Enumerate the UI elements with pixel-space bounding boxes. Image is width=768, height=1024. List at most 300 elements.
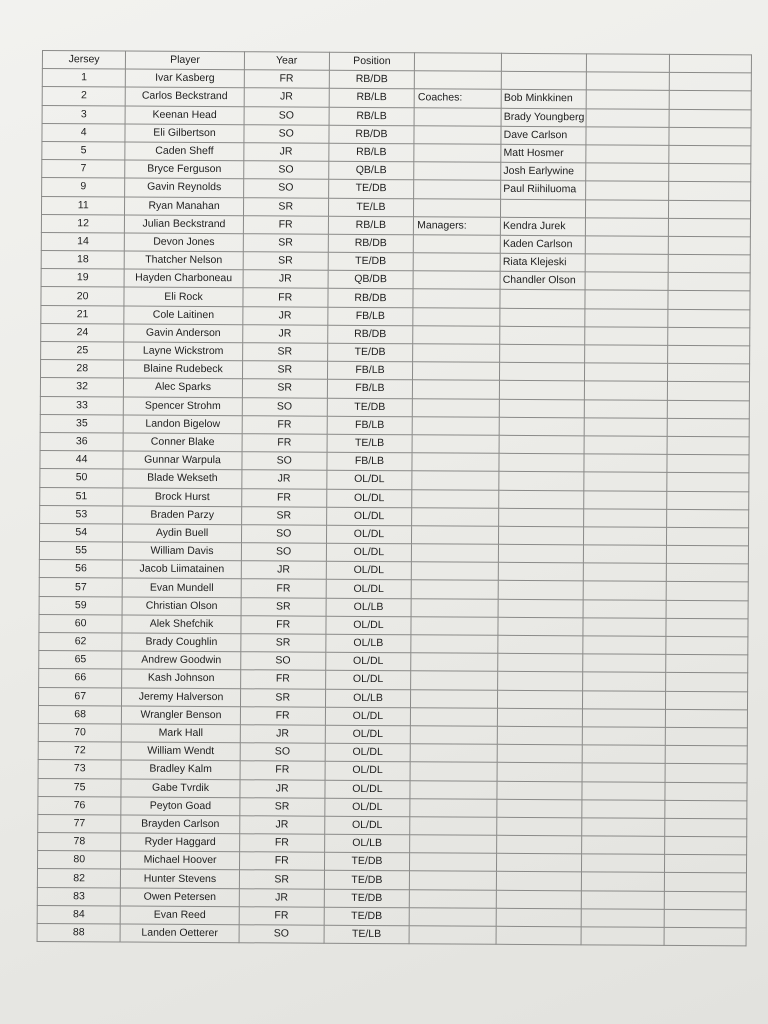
jersey-cell: 11 [41, 196, 124, 215]
empty-cell [586, 145, 669, 164]
empty-cell [581, 927, 664, 946]
player-cell: Blaine Rudebeck [124, 360, 242, 379]
player-cell: Brady Coughlin [122, 633, 240, 652]
empty-cell [581, 872, 664, 891]
empty-cell [581, 890, 664, 909]
empty-cell [499, 472, 584, 491]
empty-cell [500, 381, 585, 400]
player-cell: Brock Hurst [123, 488, 241, 507]
jersey-cell: 70 [38, 723, 121, 742]
empty-cell [412, 471, 499, 490]
empty-cell [666, 564, 749, 583]
empty-cell [584, 436, 667, 455]
player-cell: Julian Beckstrand [125, 215, 243, 234]
empty-cell [664, 782, 747, 801]
year-cell: SO [241, 543, 326, 562]
jersey-cell: 84 [37, 905, 120, 924]
empty-cell [413, 344, 500, 363]
player-cell: Carlos Beckstrand [126, 87, 244, 106]
position-cell: FB/LB [328, 307, 414, 326]
empty-cell [499, 453, 584, 472]
empty-cell [413, 271, 500, 290]
empty-cell [582, 818, 665, 837]
empty-cell [665, 764, 748, 783]
player-cell: William Davis [123, 542, 241, 561]
year-cell: JR [243, 306, 328, 325]
empty-cell [667, 291, 750, 310]
empty-cell [498, 690, 583, 709]
player-cell: Gavin Reynolds [125, 178, 243, 197]
empty-cell [500, 290, 585, 309]
player-cell: Mark Hall [122, 724, 240, 743]
empty-cell [664, 873, 747, 892]
year-cell: SO [240, 652, 325, 671]
empty-cell [669, 73, 752, 92]
position-cell: OL/DL [325, 671, 411, 690]
position-cell: FB/LB [327, 452, 413, 471]
year-cell: JR [239, 888, 324, 907]
position-cell: RB/LB [329, 89, 415, 108]
empty-cell [584, 527, 667, 546]
position-cell: OL/DL [325, 707, 411, 726]
empty-cell [584, 454, 667, 473]
empty-cell [665, 709, 748, 728]
year-cell: SO [244, 106, 329, 125]
jersey-cell: 14 [41, 232, 124, 251]
position-cell: OL/LB [324, 834, 410, 853]
jersey-cell: 50 [40, 469, 123, 488]
empty-cell [499, 435, 584, 454]
empty-cell [668, 200, 751, 219]
jersey-cell: 5 [42, 141, 125, 160]
empty-cell [498, 581, 583, 600]
coach-name: Paul Riihiluoma [501, 181, 586, 200]
player-cell: Ryder Haggard [121, 833, 239, 852]
position-cell: RB/LB [329, 143, 415, 162]
empty-cell [412, 453, 499, 472]
position-cell: OL/DL [324, 816, 410, 835]
player-cell: Bradley Kalm [121, 760, 239, 779]
year-cell: SR [241, 634, 326, 653]
year-cell: JR [241, 561, 326, 580]
year-cell: FR [239, 907, 324, 926]
coaches-label: Coaches: [414, 89, 501, 108]
year-cell: SR [240, 797, 325, 816]
empty-cell [501, 199, 586, 218]
player-cell: Christian Olson [122, 597, 240, 616]
jersey-cell: 24 [41, 323, 124, 342]
year-cell: SO [244, 124, 329, 143]
empty-cell [585, 254, 668, 273]
empty-cell [414, 107, 501, 126]
empty-cell [585, 272, 668, 291]
year-cell: SR [242, 343, 327, 362]
empty-cell [584, 399, 667, 418]
empty-cell [664, 818, 747, 837]
player-cell: Aydin Buell [123, 524, 241, 543]
position-cell: OL/DL [326, 525, 412, 544]
jersey-cell: 18 [41, 251, 124, 270]
header-year: Year [244, 52, 329, 71]
position-cell: OL/LB [326, 598, 412, 617]
empty-cell [411, 653, 498, 672]
jersey-cell: 12 [41, 214, 124, 233]
jersey-cell: 51 [40, 487, 123, 506]
empty-cell [498, 635, 583, 654]
empty-cell [497, 872, 582, 891]
position-cell: RB/DB [327, 325, 413, 344]
header-jersey: Jersey [42, 51, 125, 70]
player-cell: Bryce Ferguson [125, 160, 243, 179]
year-cell: JR [242, 325, 327, 344]
empty-cell [410, 726, 497, 745]
empty-cell [664, 909, 747, 928]
position-cell: TE/LB [328, 198, 414, 217]
empty-cell [667, 418, 750, 437]
empty-cell [502, 53, 587, 72]
position-cell: OL/DL [326, 489, 412, 508]
empty-cell [500, 344, 585, 363]
position-cell: TE/LB [327, 434, 413, 453]
empty-cell [501, 71, 586, 90]
player-cell: Michael Hoover [121, 851, 239, 870]
empty-cell [410, 744, 497, 763]
position-cell: OL/DL [325, 725, 411, 744]
year-cell: FR [241, 488, 326, 507]
player-cell: Kash Johnson [122, 669, 240, 688]
year-cell: SR [240, 688, 325, 707]
year-cell: SO [242, 397, 327, 416]
empty-cell [498, 599, 583, 618]
empty-cell [498, 617, 583, 636]
empty-cell [411, 580, 498, 599]
position-cell: TE/DB [324, 871, 410, 890]
position-cell: OL/DL [325, 652, 411, 671]
empty-cell [413, 326, 500, 345]
empty-cell [586, 72, 669, 91]
roster-body [37, 69, 751, 946]
position-cell: TE/LB [324, 925, 410, 944]
position-cell: FB/LB [327, 361, 413, 380]
empty-cell [414, 144, 501, 163]
empty-cell [412, 526, 499, 545]
year-cell: SO [242, 452, 327, 471]
jersey-cell: 68 [38, 705, 121, 724]
player-cell: Jacob Liimatainen [123, 560, 241, 579]
managers-label: Managers: [414, 216, 501, 235]
position-cell: RB/LB [329, 107, 415, 126]
jersey-cell: 83 [37, 887, 120, 906]
empty-cell [496, 890, 581, 909]
position-cell: OL/DL [327, 471, 413, 490]
position-cell: TE/DB [327, 343, 413, 362]
empty-cell [414, 180, 501, 199]
empty-cell [497, 854, 582, 873]
year-cell: SR [243, 234, 328, 253]
position-cell: RB/DB [328, 234, 414, 253]
empty-cell [582, 745, 665, 764]
jersey-cell: 2 [42, 87, 125, 106]
empty-cell [585, 327, 668, 346]
jersey-cell: 80 [37, 851, 120, 870]
player-cell: Peyton Goad [121, 797, 239, 816]
empty-cell [667, 364, 750, 383]
empty-cell [586, 108, 669, 127]
jersey-cell: 62 [39, 632, 122, 651]
empty-cell [497, 763, 582, 782]
manager-name: Kendra Jurek [501, 217, 586, 236]
year-cell: JR [239, 816, 324, 835]
empty-cell [585, 345, 668, 364]
empty-cell [585, 308, 668, 327]
empty-cell [411, 598, 498, 617]
year-cell: JR [240, 779, 325, 798]
empty-cell [412, 489, 499, 508]
empty-cell [415, 53, 502, 72]
year-cell: SR [241, 506, 326, 525]
year-cell: FR [242, 434, 327, 453]
player-cell: Gabe Tvrdik [121, 778, 239, 797]
empty-cell [585, 236, 668, 255]
empty-cell [412, 507, 499, 526]
empty-cell [409, 889, 496, 908]
empty-cell [669, 109, 752, 128]
year-cell: SO [239, 925, 324, 944]
empty-cell [582, 763, 665, 782]
jersey-cell: 28 [40, 360, 123, 379]
position-cell: OL/DL [325, 762, 411, 781]
empty-cell [414, 162, 501, 181]
empty-cell [666, 491, 749, 510]
empty-cell [583, 581, 666, 600]
empty-cell [499, 508, 584, 527]
position-cell: OL/DL [326, 543, 412, 562]
empty-cell [665, 655, 748, 674]
empty-cell [668, 127, 751, 146]
empty-cell [664, 927, 747, 946]
empty-cell [583, 563, 666, 582]
jersey-cell: 53 [40, 505, 123, 524]
empty-cell [496, 926, 581, 945]
empty-cell [665, 727, 748, 746]
empty-cell [411, 708, 498, 727]
empty-cell [581, 909, 664, 928]
player-cell: Owen Petersen [121, 888, 239, 907]
player-cell: Ivar Kasberg [126, 69, 244, 88]
position-cell: TE/DB [328, 252, 414, 271]
empty-cell [497, 744, 582, 763]
empty-cell [667, 400, 750, 419]
empty-cell [413, 380, 500, 399]
year-cell: SR [242, 361, 327, 380]
empty-cell [664, 891, 747, 910]
coach-name: Bob Minkkinen [501, 90, 586, 109]
player-cell: Gavin Anderson [124, 324, 242, 343]
jersey-cell: 57 [39, 578, 122, 597]
empty-cell [497, 817, 582, 836]
empty-cell [666, 582, 749, 601]
empty-cell [665, 618, 748, 637]
empty-cell [668, 218, 751, 237]
year-cell: FR [240, 670, 325, 689]
player-cell: Conner Blake [123, 433, 241, 452]
jersey-cell: 55 [39, 542, 122, 561]
empty-cell [668, 273, 751, 292]
empty-cell [497, 799, 582, 818]
manager-name: Riata Klejeski [500, 253, 585, 272]
empty-cell [410, 780, 497, 799]
empty-cell [500, 308, 585, 327]
empty-cell [669, 54, 752, 73]
empty-cell [411, 689, 498, 708]
player-cell: Landen Oetterer [120, 924, 238, 943]
empty-cell [500, 326, 585, 345]
empty-cell [414, 198, 501, 217]
empty-cell [413, 235, 500, 254]
jersey-cell: 21 [41, 305, 124, 324]
coach-name: Dave Carlson [501, 126, 586, 145]
empty-cell [667, 327, 750, 346]
empty-cell [667, 436, 750, 455]
player-cell: Ryan Manahan [125, 197, 243, 216]
year-cell: SR [243, 252, 328, 271]
empty-cell [498, 653, 583, 672]
empty-cell [410, 871, 497, 890]
empty-cell [668, 145, 751, 164]
player-cell: Caden Sheff [125, 142, 243, 161]
jersey-cell: 9 [42, 178, 125, 197]
header-player: Player [126, 51, 244, 70]
jersey-cell: 60 [39, 614, 122, 633]
jersey-cell: 4 [42, 123, 125, 142]
year-cell: FR [239, 852, 324, 871]
player-cell: Spencer Strohm [124, 397, 242, 416]
position-cell: RB/DB [329, 125, 415, 144]
empty-cell [499, 544, 584, 563]
empty-cell [586, 181, 669, 200]
empty-cell [582, 854, 665, 873]
empty-cell [666, 509, 749, 528]
empty-cell [664, 800, 747, 819]
empty-cell [414, 126, 501, 145]
player-cell: Layne Wickstrom [124, 342, 242, 361]
empty-cell [497, 726, 582, 745]
player-cell: Jeremy Halverson [122, 688, 240, 707]
position-cell: FB/LB [327, 380, 413, 399]
year-cell: FR [243, 215, 328, 234]
empty-cell [411, 671, 498, 690]
jersey-cell: 54 [39, 523, 122, 542]
empty-cell [585, 218, 668, 237]
player-cell: Hayden Charboneau [124, 269, 242, 288]
position-cell: FB/LB [327, 416, 413, 435]
empty-cell [667, 345, 750, 364]
empty-cell [413, 253, 500, 272]
jersey-cell: 65 [39, 651, 122, 670]
player-cell: Hunter Stevens [121, 869, 239, 888]
position-cell: OL/DL [326, 561, 412, 580]
year-cell: JR [242, 470, 327, 489]
coach-name: Josh Earlywine [501, 162, 586, 181]
empty-cell [410, 853, 497, 872]
empty-cell [667, 382, 750, 401]
empty-cell [584, 472, 667, 491]
jersey-cell: 75 [38, 778, 121, 797]
position-cell: OL/DL [325, 798, 411, 817]
empty-cell [664, 855, 747, 874]
empty-cell [666, 473, 749, 492]
jersey-cell: 36 [40, 432, 123, 451]
jersey-cell: 76 [38, 796, 121, 815]
position-cell: TE/DB [328, 180, 414, 199]
jersey-cell: 35 [40, 414, 123, 433]
empty-cell [410, 817, 497, 836]
empty-cell [585, 290, 668, 309]
jersey-cell: 59 [39, 596, 122, 615]
player-cell: Keenan Head [125, 106, 243, 125]
empty-cell [582, 727, 665, 746]
player-cell: Landon Bigelow [124, 415, 242, 434]
year-cell: FR [240, 761, 325, 780]
empty-cell [583, 654, 666, 673]
year-cell: SO [241, 525, 326, 544]
jersey-cell: 7 [42, 160, 125, 179]
jersey-cell: 20 [41, 287, 124, 306]
player-cell: Eli Rock [124, 287, 242, 306]
player-cell: Wrangler Benson [122, 706, 240, 725]
empty-cell [583, 618, 666, 637]
position-cell: TE/DB [327, 398, 413, 417]
empty-cell [412, 544, 499, 563]
player-cell: Andrew Goodwin [122, 651, 240, 670]
empty-cell [582, 800, 665, 819]
empty-cell [412, 417, 499, 436]
empty-cell [411, 562, 498, 581]
empty-cell [584, 509, 667, 528]
empty-cell [583, 599, 666, 618]
empty-cell [586, 90, 669, 109]
empty-cell [665, 745, 748, 764]
player-cell: Alek Shefchik [122, 615, 240, 634]
empty-cell [410, 835, 497, 854]
jersey-cell: 32 [40, 378, 123, 397]
position-cell: RB/DB [328, 289, 414, 308]
year-cell: JR [240, 725, 325, 744]
jersey-cell: 25 [41, 341, 124, 360]
empty-cell [499, 399, 584, 418]
empty-cell [498, 672, 583, 691]
position-cell: OL/DL [326, 580, 412, 599]
empty-cell [584, 418, 667, 437]
empty-cell [410, 762, 497, 781]
empty-cell [586, 54, 669, 73]
empty-cell [412, 435, 499, 454]
jersey-cell: 82 [37, 869, 120, 888]
player-cell: Alec Sparks [124, 378, 242, 397]
empty-cell [582, 781, 665, 800]
year-cell: JR [244, 88, 329, 107]
empty-cell [665, 673, 748, 692]
empty-cell [668, 163, 751, 182]
empty-cell [583, 672, 666, 691]
jersey-cell: 33 [40, 396, 123, 415]
empty-cell [668, 254, 751, 273]
empty-cell [413, 307, 500, 326]
empty-cell [666, 600, 749, 619]
empty-cell [497, 781, 582, 800]
player-cell: Evan Reed [121, 906, 239, 925]
empty-cell [666, 454, 749, 473]
